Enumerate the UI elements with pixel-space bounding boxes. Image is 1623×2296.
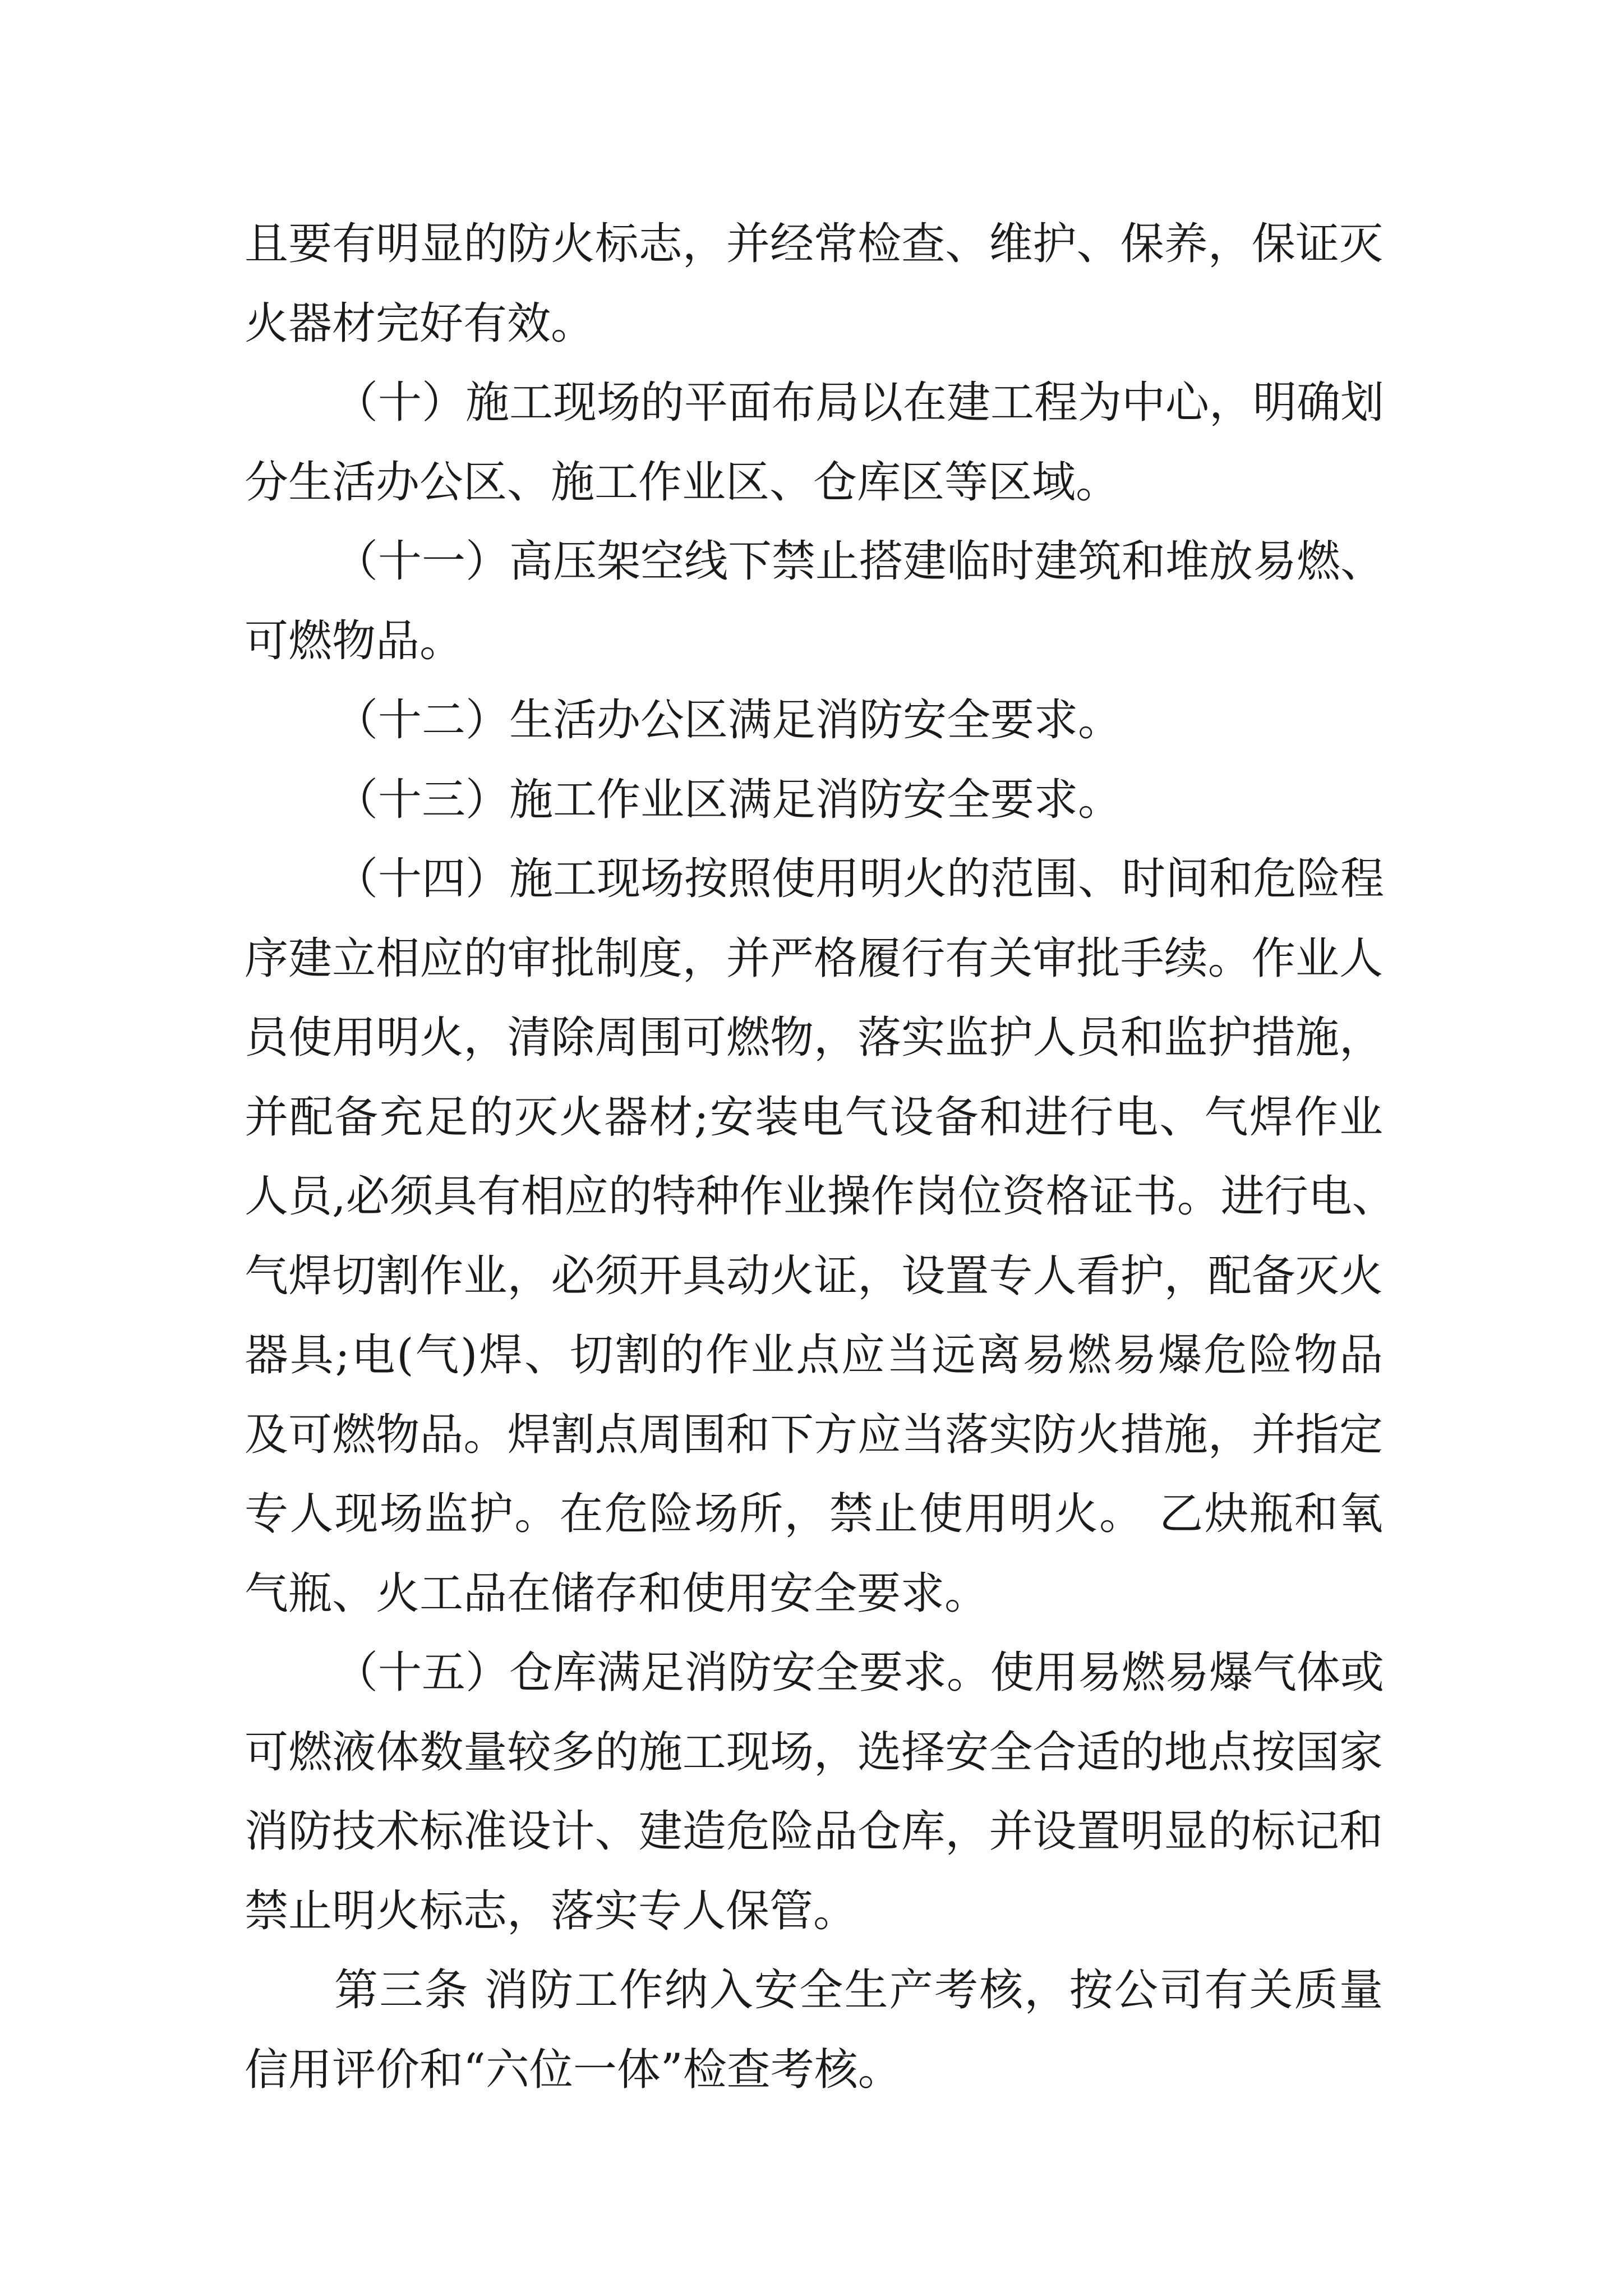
text-line: 气焊切割作业，必须开具动火证，设置专人看护，配备灭火 xyxy=(245,1250,1383,1301)
text-line: （十一）高压架空线下禁止搭建临时建筑和堆放易燃、 xyxy=(334,536,1385,587)
paragraph-article-3 xyxy=(245,1951,1383,2110)
text-line: 信用评价和“六位一体”检查考核。 xyxy=(245,2044,902,2095)
paragraph-item-14 xyxy=(245,840,1396,1634)
text-line: （十三）施工作业区满足消防安全要求。 xyxy=(334,774,1122,825)
text-line: 消防技术标准设计、建造危险品仓库，并设置明显的标记和 xyxy=(245,1806,1383,1857)
text-line: 可燃物品。 xyxy=(245,615,464,666)
text-line: 分生活办公区、施工作业区、仓库区等区域。 xyxy=(245,457,1120,508)
paragraph-item-11 xyxy=(245,522,1383,681)
text-line: 禁止明火标志，落实专人保管。 xyxy=(245,1885,857,1936)
text-line: 专人现场监护。在危险场所，禁止使用明火。 乙炔瓶和氧 xyxy=(245,1489,1383,1539)
text-line: 火器材完好有效。 xyxy=(245,298,595,349)
text-line: 可燃液体数量较多的施工现场，选择安全合适的地点按国家 xyxy=(245,1727,1383,1778)
text-line: 气瓶、火工品在储存和使用安全要求。 xyxy=(245,1568,989,1619)
paragraph-continued xyxy=(245,205,1383,364)
text-line: 器具;电(气)焊、切割的作业点应当远离易燃易爆危险物品 xyxy=(245,1330,1383,1381)
text-line: 第三条 消防工作纳入安全生产考核，按公司有关质量 xyxy=(334,1965,1383,2016)
paragraph-item-15 xyxy=(245,1634,1383,1951)
paragraph-item-10 xyxy=(245,364,1383,522)
paragraph-item-13 xyxy=(245,761,1383,840)
text-line: 且要有明显的防火标志，并经常检查、维护、保养，保证灭 xyxy=(245,219,1383,269)
text-line: 人员,必须具有相应的特种作业操作岗位资格证书。进行电、 xyxy=(245,1171,1396,1222)
text-line: 及可燃物品。焊割点周围和下方应当落实防火措施，并指定 xyxy=(245,1409,1383,1460)
paragraph-item-12 xyxy=(245,681,1383,761)
text-line: （十五）仓库满足消防安全要求。使用易燃易爆气体或 xyxy=(334,1648,1385,1698)
text-line: 序建立相应的审批制度，并严格履行有关审批手续。作业人 xyxy=(245,933,1383,984)
text-line: （十）施工现场的平面布局以在建工程为中心，明确划 xyxy=(334,378,1385,428)
document-body xyxy=(245,205,1396,2110)
text-line: 员使用明火，清除周围可燃物，落实监护人员和监护措施， xyxy=(245,1013,1383,1063)
text-line: （十二）生活办公区满足消防安全要求。 xyxy=(334,695,1122,746)
text-line: 并配备充足的灭火器材;安装电气设备和进行电、气焊作业 xyxy=(245,1092,1383,1143)
text-line: （十四）施工现场按照使用明火的范围、时间和危险程 xyxy=(334,854,1385,904)
